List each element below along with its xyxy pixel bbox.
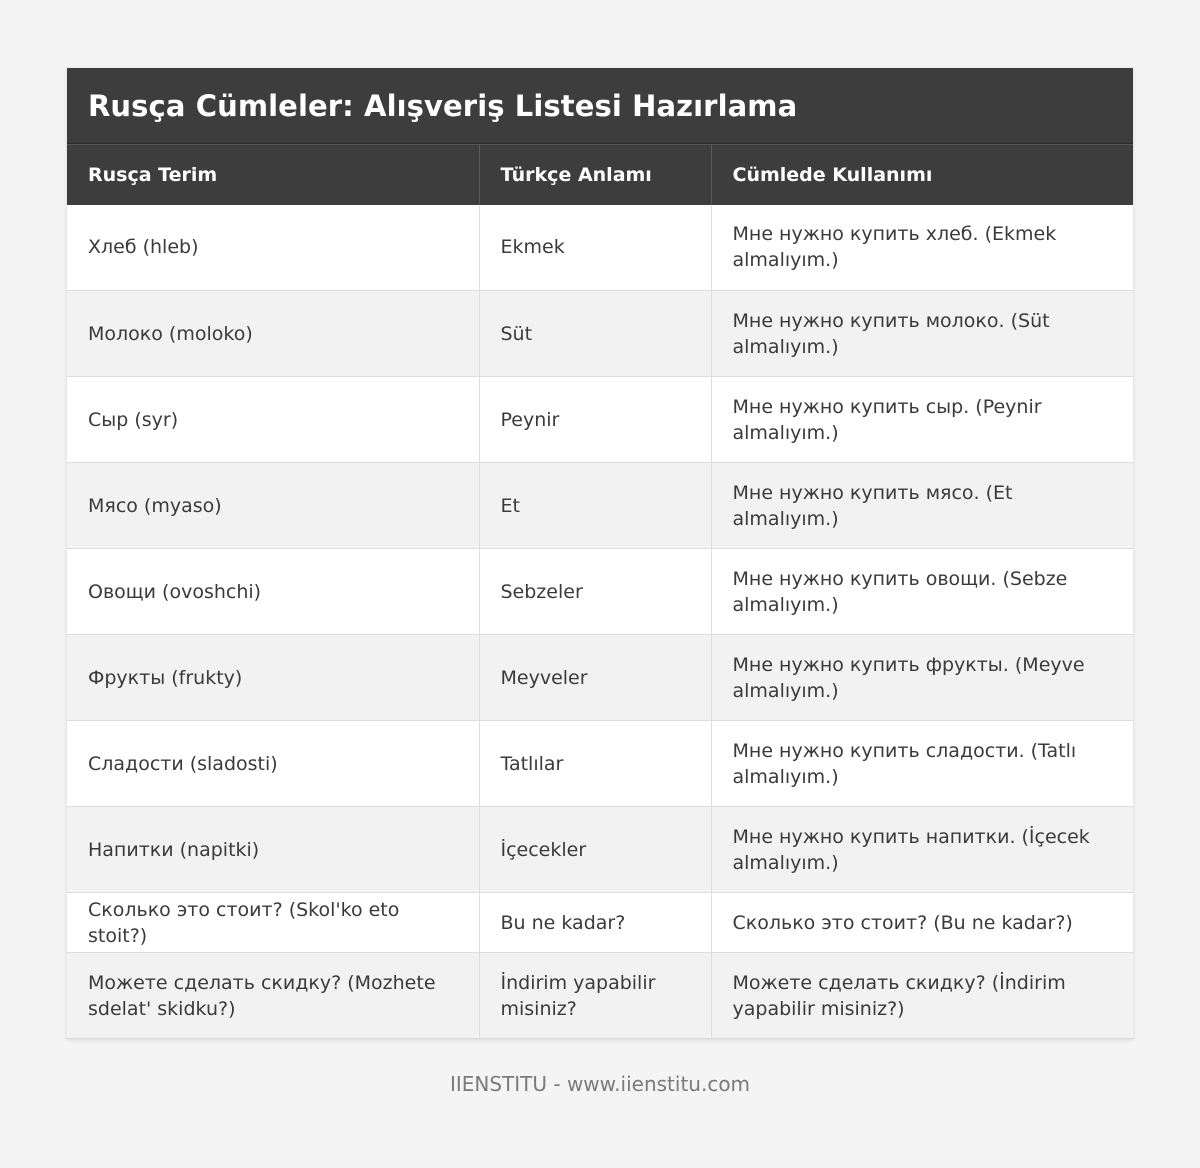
russian-term-cell: Можете сделать скидку? (Mozhete sdelat' skidku?) [67, 953, 479, 1039]
russian-term-cell: Сыр (syr) [67, 377, 479, 463]
phrase-table-card [67, 68, 1133, 1039]
usage-cell: Можете сделать скидку? (İndirim yapabilir misiniz?) [711, 953, 1133, 1039]
usage-cell: Мне нужно купить фрукты. (Meyve almalıyım.) [711, 635, 1133, 721]
table-row [67, 807, 1133, 893]
russian-term-cell: Овощи (ovoshchi) [67, 549, 479, 635]
usage-cell: Сколько это стоит? (Bu ne kadar?) [711, 893, 1133, 953]
table-row [67, 549, 1133, 635]
usage-cell: Мне нужно купить напитки. (İçecek almalıyım.) [711, 807, 1133, 893]
russian-term-cell: Напитки (napitki) [67, 807, 479, 893]
russian-term-cell: Сладости (sladosti) [67, 721, 479, 807]
table-row [67, 205, 1133, 291]
turkish-meaning-cell: İçecekler [479, 807, 711, 893]
table-row [67, 953, 1133, 1039]
table-row [67, 291, 1133, 377]
table-row [67, 635, 1133, 721]
russian-term-cell: Сколько это стоит? (Skol'ko eto stoit?) [67, 893, 479, 953]
turkish-meaning-cell: Tatlılar [479, 721, 711, 807]
turkish-meaning-cell: Bu ne kadar? [479, 893, 711, 953]
column-header-turkish-meaning: Türkçe Anlamı [479, 145, 711, 205]
phrase-table [67, 144, 1133, 1039]
turkish-meaning-cell: Sebzeler [479, 549, 711, 635]
turkish-meaning-cell: Peynir [479, 377, 711, 463]
turkish-meaning-cell: Et [479, 463, 711, 549]
table-row [67, 893, 1133, 953]
usage-cell: Мне нужно купить хлеб. (Ekmek almalıyım.) [711, 205, 1133, 291]
table-row [67, 463, 1133, 549]
table-row [67, 377, 1133, 463]
usage-cell: Мне нужно купить мясо. (Et almalıyım.) [711, 463, 1133, 549]
usage-cell: Мне нужно купить сладости. (Tatlı almalıyım.) [711, 721, 1133, 807]
footer-credit: IIENSTITU - www.iienstitu.com [449, 1072, 751, 1096]
turkish-meaning-cell: İndirim yapabilir misiniz? [479, 953, 711, 1039]
usage-cell: Мне нужно купить сыр. (Peynir almalıyım.) [711, 377, 1133, 463]
table-title-bar [67, 68, 1133, 144]
usage-cell: Мне нужно купить овощи. (Sebze almalıyım.) [711, 549, 1133, 635]
russian-term-cell: Хлеб (hleb) [67, 205, 479, 291]
column-header-usage: Cümlede Kullanımı [711, 145, 1133, 205]
page-title: Rusça Cümleler: Alışveriş Listesi Hazırlama [88, 88, 798, 123]
turkish-meaning-cell: Süt [479, 291, 711, 377]
russian-term-cell: Мясо (myaso) [67, 463, 479, 549]
column-header-russian-term: Rusça Terim [67, 145, 479, 205]
turkish-meaning-cell: Meyveler [479, 635, 711, 721]
table-header-row [67, 145, 1133, 205]
turkish-meaning-cell: Ekmek [479, 205, 711, 291]
usage-cell: Мне нужно купить молоко. (Süt almalıyım.) [711, 291, 1133, 377]
russian-term-cell: Фрукты (frukty) [67, 635, 479, 721]
table-row [67, 721, 1133, 807]
russian-term-cell: Молоко (moloko) [67, 291, 479, 377]
